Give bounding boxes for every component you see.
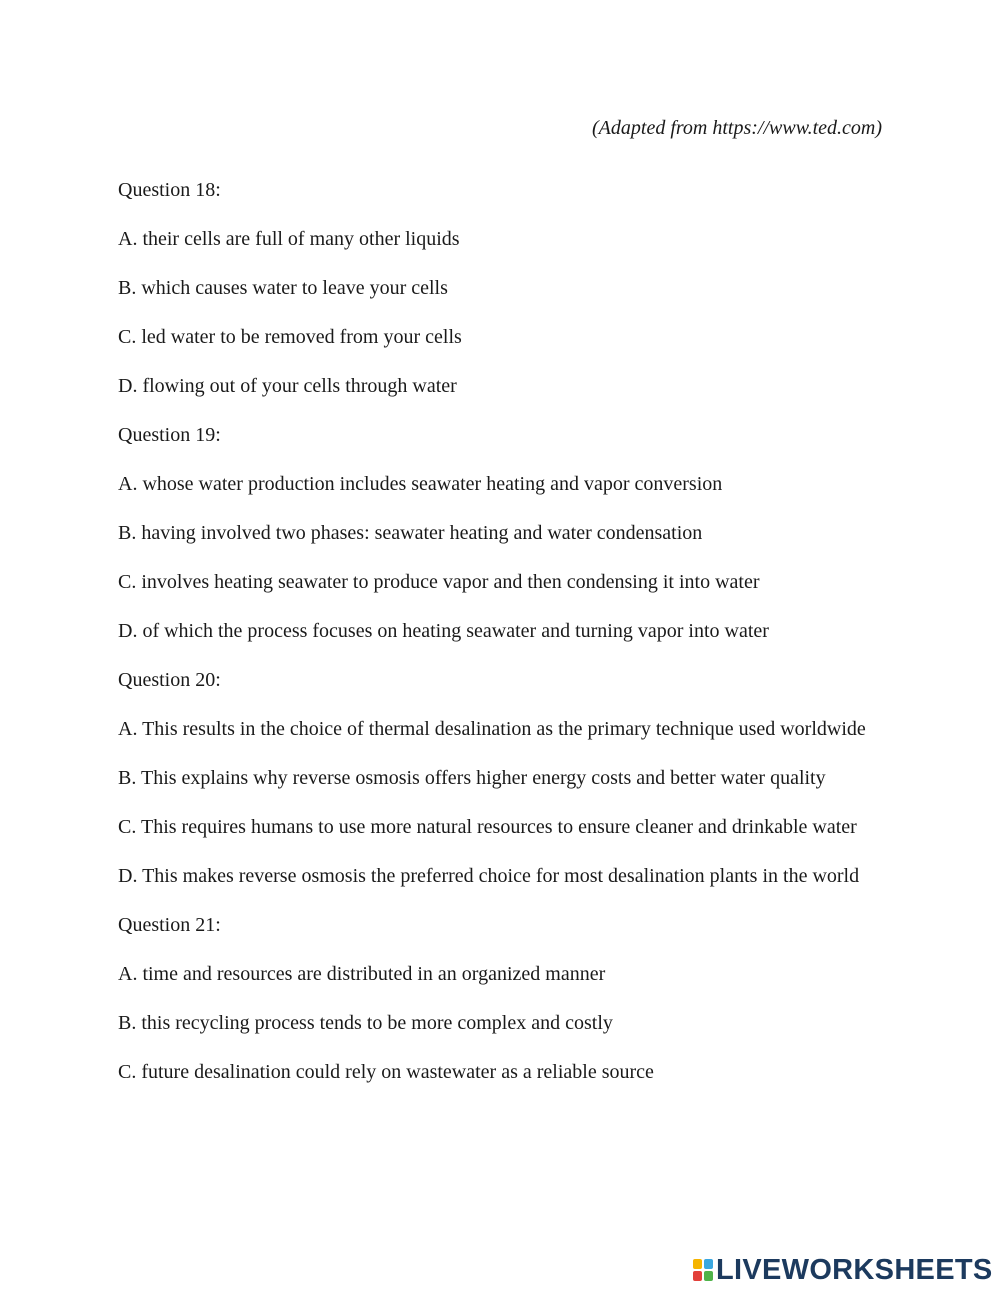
option-c[interactable]: C. involves heating seawater to produce vapor and then condensing it into water xyxy=(118,571,760,593)
option-d[interactable]: D. flowing out of your cells through water xyxy=(118,375,457,397)
logo-tile-4 xyxy=(704,1271,713,1281)
question-list xyxy=(118,166,882,1097)
question-title: Question 20: xyxy=(118,669,221,691)
option-d[interactable]: D. of which the process focuses on heating seawater and turning vapor into water xyxy=(118,620,769,642)
brand-logo-icon xyxy=(693,1259,713,1281)
option-c[interactable]: C. future desalination could rely on wastewater as a reliable source xyxy=(118,1061,654,1083)
brand-name: LIVEWORKSHEETS xyxy=(716,1254,993,1286)
option-c[interactable]: C. led water to be removed from your cells xyxy=(118,326,462,348)
option-a[interactable]: A. their cells are full of many other liquids xyxy=(118,228,460,250)
option-b[interactable]: B. This explains why reverse osmosis offers higher energy costs and better water quality xyxy=(118,767,826,789)
option-a[interactable]: A. whose water production includes seawater heating and vapor conversion xyxy=(118,473,723,495)
option-a[interactable]: A. time and resources are distributed in an organized manner xyxy=(118,963,606,985)
option-a[interactable]: A. This results in the choice of thermal desalination as the primary technique used worldwide xyxy=(118,718,866,740)
question-title: Question 18: xyxy=(118,179,221,201)
question-title: Question 21: xyxy=(118,914,221,936)
option-b[interactable]: B. having involved two phases: seawater heating and water condensation xyxy=(118,522,703,544)
source-citation: (Adapted from https://www.ted.com) xyxy=(592,117,882,139)
option-b[interactable]: B. which causes water to leave your cells xyxy=(118,277,448,299)
logo-tile-3 xyxy=(693,1271,702,1281)
option-d[interactable]: D. This makes reverse osmosis the preferred choice for most desalination plants in the world xyxy=(118,865,860,887)
question-title: Question 19: xyxy=(118,424,221,446)
logo-tile-1 xyxy=(693,1259,702,1269)
logo-tile-2 xyxy=(704,1259,713,1269)
option-c[interactable]: C. This requires humans to use more natural resources to ensure cleaner and drinkable water xyxy=(118,816,857,838)
option-b[interactable]: B. this recycling process tends to be more complex and costly xyxy=(118,1012,613,1034)
liveworksheets-logo[interactable] xyxy=(693,1254,993,1286)
